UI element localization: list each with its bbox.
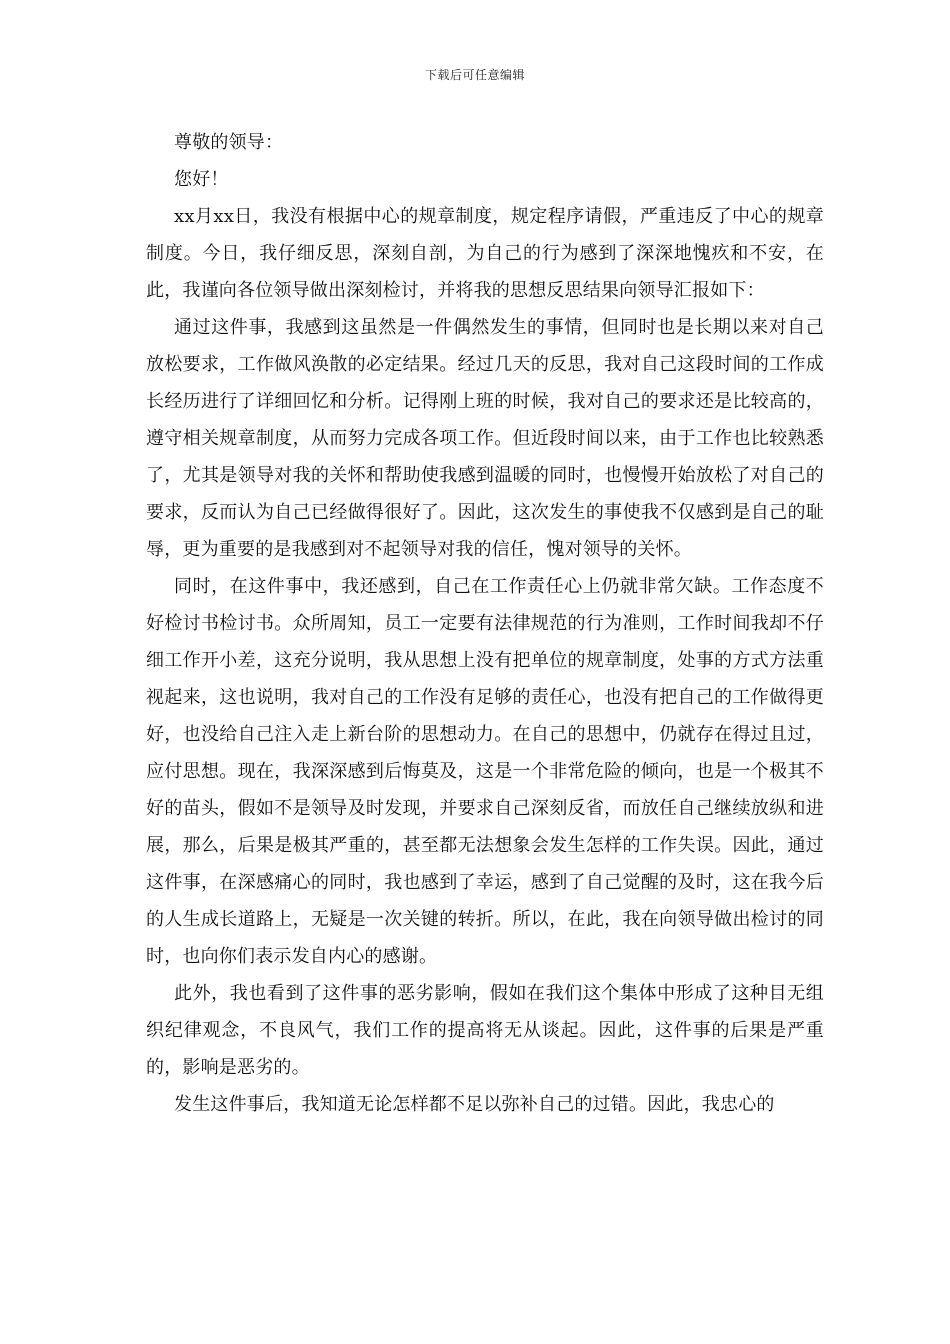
paragraph-5: 发生这件事后，我知道无论怎样都不足以弥补自己的过错。因此，我忠心的 <box>174 1094 775 1115</box>
paragraph-4: 此外，我也看到了这件事的恶劣影响，假如在我们这个集体中形成了这种目无组织纪律观念，不良风气，我们工作的提高将无从谈起。因此，这件事的后果是严重的，影响是恶劣的。 <box>146 983 824 1078</box>
header-note: 下载后可任意编辑 <box>424 68 525 82</box>
salutation: 尊敬的领导： <box>174 132 284 153</box>
letter-body <box>146 124 824 1123</box>
paragraph-1: xx月xx日，我没有根据中心的规章制度，规定程序请假，严重违反了中心的规章制度。今日，我仔细反思，深刻自剖，为自己的行为感到了深深地愧疚和不安，在此，我谨向各位领导做出深刻检讨，并将我的思想反思结果向领导汇报如下： <box>146 206 824 301</box>
paragraph-3: 同时，在这件事中，我还感到，自己在工作责任心上仍就非常欠缺。工作态度不好检讨书检讨书。众所周知，员工一定要有法律规范的行为准则，工作时间我却不仔细工作开小差，这充分说明，我从思想上没有把单位的规章制度，处事的方式方法重视起来，这也说明，我对自己的工作没有足够的责任心，也没有把自己的工作做得更好，也没给自己注入走上新台阶的思想动力。在自己的思想中，仍就存在得过且过，应付思想。现在，我深深感到后悔莫及，这是一个非常危险的倾向，也是一个极其不好的苗头，假如不是领导及时发现，并要求自己深刻反省，而放任自己继续放纵和进展，那么，后果是极其严重的，甚至都无法想象会发生怎样的工作失误。因此，通过这件事，在深感痛心的同时，我也感到了幸运，感到了自己觉醒的及时，这在我今后的人生成长道路上，无疑是一次关键的转折。所以，在此，我在向领导做出检讨的同时，也向你们表示发自内心的感谢。 <box>146 576 824 967</box>
greeting: 您好！ <box>174 169 229 190</box>
paragraph-2: 通过这件事，我感到这虽然是一件偶然发生的事情，但同时也是长期以来对自己放松要求，工作做风涣散的必定结果。经过几天的反思，我对自己这段时间的工作成长经历进行了详细回忆和分析。记得刚上班的时候，我对自己的要求还是比较高的，遵守相关规章制度，从而努力完成各项工作。但近段时间以来，由于工作也比较熟悉了，尤其是领导对我的关怀和帮助使我感到温暖的同时，也慢慢开始放松了对自己的要求，反而认为自己已经做得很好了。因此，这次发生的事使我不仅感到是自己的耻辱，更为重要的是我感到对不起领导对我的信任，愧对领导的关怀。 <box>146 317 824 560</box>
